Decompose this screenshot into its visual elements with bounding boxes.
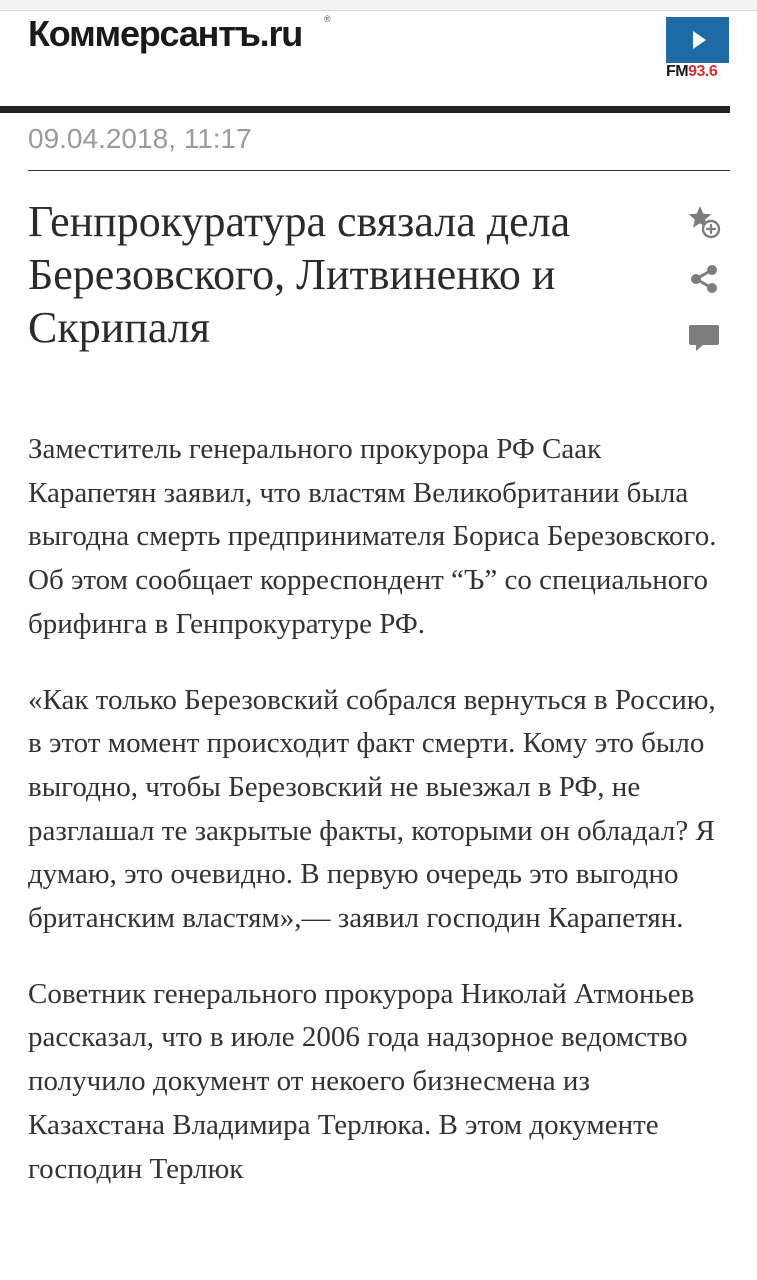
site-logo-text: Коммерсантъ.ru xyxy=(28,13,303,54)
registered-mark: ® xyxy=(324,14,331,24)
star-add-icon xyxy=(686,203,722,239)
article-paragraph: «Как только Березовский собрался вернуться в Россию, в этот момент происходит факт смерти. Кому это было выгодно, чтобы Березовский не выезжал в РФ, не разглашал те закрытые факты, которыми он обладал? Я думаю, это очевидно. В первую очередь это выгодно британским властям»,— заявил господин Карапетян. xyxy=(28,683,716,935)
browser-top-strip xyxy=(0,0,757,11)
article-title: Генпрокуратура связала дела Березовского, Литвиненко и Скрипаля xyxy=(28,197,571,352)
comment-button[interactable] xyxy=(686,320,722,356)
article-paragraph: Советник генерального прокурора Николай Атмоньев рассказал, что в июле 2006 года надзорное ведомство получило документ от некоего бизнесмена из Казахстана Владимира Терлюка. В этом документе господин Терлюк xyxy=(28,977,695,1185)
favorite-button[interactable] xyxy=(686,203,722,239)
radio-label[interactable] xyxy=(666,63,730,81)
radio-label-prefix: FM xyxy=(666,63,689,80)
share-icon xyxy=(687,262,721,296)
site-logo[interactable] xyxy=(28,14,302,54)
share-button[interactable] xyxy=(686,261,722,297)
article-paragraph: Заместитель генерального прокурора РФ Саак Карапетян заявил, что властям Великобритании была выгодна смерть предпринимателя Бориса Березовского. Об этом сообщает корреспондент “Ъ” со специального брифинга в Генпрокуратуре РФ. xyxy=(28,433,717,640)
header-divider xyxy=(0,106,730,113)
radio-play-button[interactable] xyxy=(666,17,729,63)
article-date: 09.04.2018, 11:17 xyxy=(28,123,252,154)
comment-icon xyxy=(687,321,721,355)
article-body xyxy=(28,428,730,1223)
date-divider xyxy=(28,170,730,171)
radio-label-frequency: 93.6 xyxy=(688,63,718,80)
play-icon xyxy=(686,28,710,52)
